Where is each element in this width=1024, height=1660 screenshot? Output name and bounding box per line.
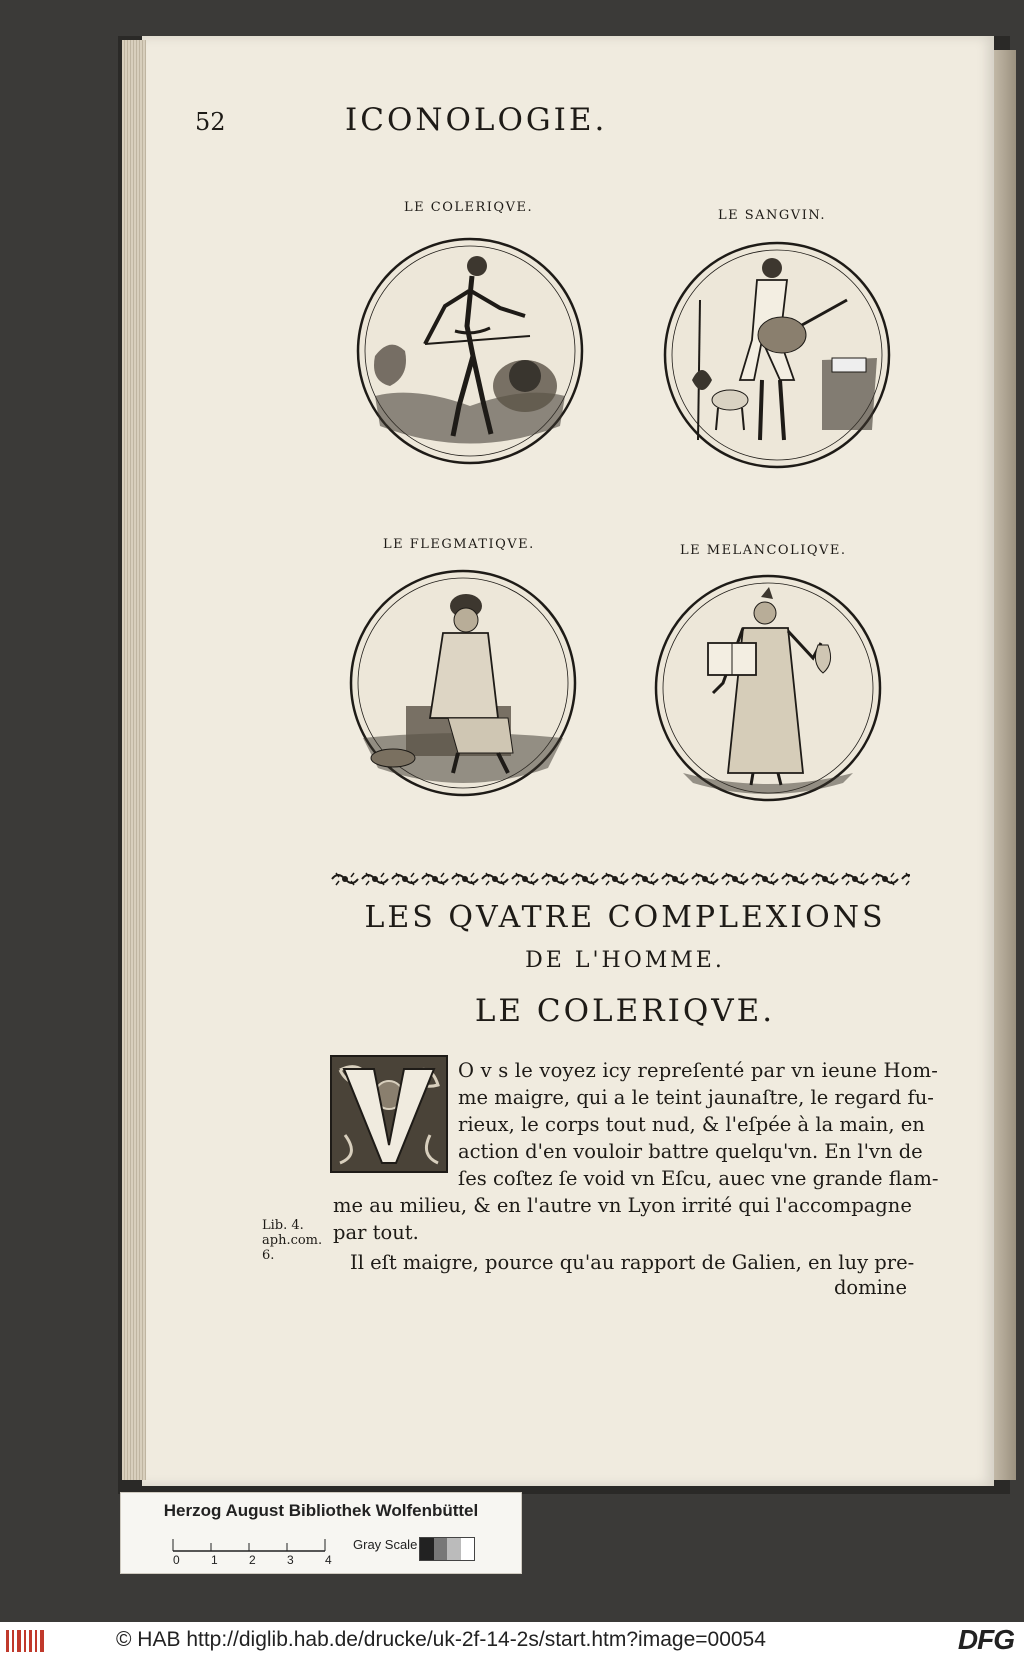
catchword: domine bbox=[833, 1276, 907, 1299]
body-line: O v s le voyez icy repreſenté par vn ieune Hom- bbox=[458, 1059, 939, 1082]
ruler-scale bbox=[171, 1537, 331, 1553]
engraving-sanguin bbox=[662, 240, 892, 470]
body-line: me maigre, qui a le teint jaunaſtre, le regard fu- bbox=[458, 1086, 934, 1109]
chapter-subtitle: DE L'HOMME. bbox=[525, 948, 725, 973]
page-number: 52 bbox=[195, 108, 226, 136]
page-edges bbox=[122, 40, 146, 1480]
ornamental-band bbox=[330, 869, 910, 889]
color-calibration-bar bbox=[120, 1492, 522, 1574]
caption-flegmatique: LE FLEGMATIQVE. bbox=[383, 537, 535, 552]
decorated-initial-v bbox=[330, 1055, 448, 1173]
gray-scale-label: Gray Scale bbox=[353, 1537, 418, 1552]
engraving-flegmatique bbox=[348, 568, 578, 798]
ruler-ticks: 0 1 2 3 4 bbox=[173, 1553, 332, 1567]
engraving-colerique bbox=[355, 236, 585, 466]
running-title: ICONOLOGIE. bbox=[345, 102, 608, 138]
body-line: ſes coſtez ſe void vn Eſcu, auec vne grande flam- bbox=[458, 1167, 939, 1190]
body-line: action d'en vouloir battre quelqu'vn. En l'vn de bbox=[458, 1140, 923, 1163]
footer-url[interactable]: © HAB http://diglib.hab.de/drucke/uk-2f-14-2s/start.htm?image=00054 bbox=[116, 1628, 766, 1651]
caption-colerique: LE COLERIQVE. bbox=[404, 200, 534, 215]
barcode-icon bbox=[6, 1628, 46, 1654]
caption-sanguin: LE SANGVIN. bbox=[718, 208, 827, 223]
footer-bar bbox=[0, 1622, 1024, 1660]
institution-name: Herzog August Bibliothek Wolfenbüttel bbox=[163, 1501, 479, 1520]
dfg-logo: DFG bbox=[957, 1624, 1014, 1655]
body-line: par tout. bbox=[333, 1221, 419, 1244]
running-head bbox=[195, 102, 815, 148]
engraving-melancolique bbox=[653, 573, 883, 803]
body-line: Il eſt maigre, pource qu'au rapport de Galien, en luy pre- bbox=[350, 1251, 915, 1274]
section-title: LE COLERIQVE. bbox=[474, 993, 776, 1029]
body-line: rieux, le corps tout nud, & l'eſpée à la main, en bbox=[458, 1113, 925, 1136]
gray-scale-patches bbox=[419, 1537, 475, 1561]
chapter-title: LES QVATRE COMPLEXIONS bbox=[364, 900, 886, 935]
caption-melancolique: LE MELANCOLIQVE. bbox=[680, 543, 847, 558]
margin-note: Lib. 4. aph.com. 6. bbox=[262, 1218, 323, 1263]
body-line: me au milieu, & en l'autre vn Lyon irrité qui l'accompagne bbox=[333, 1194, 912, 1217]
